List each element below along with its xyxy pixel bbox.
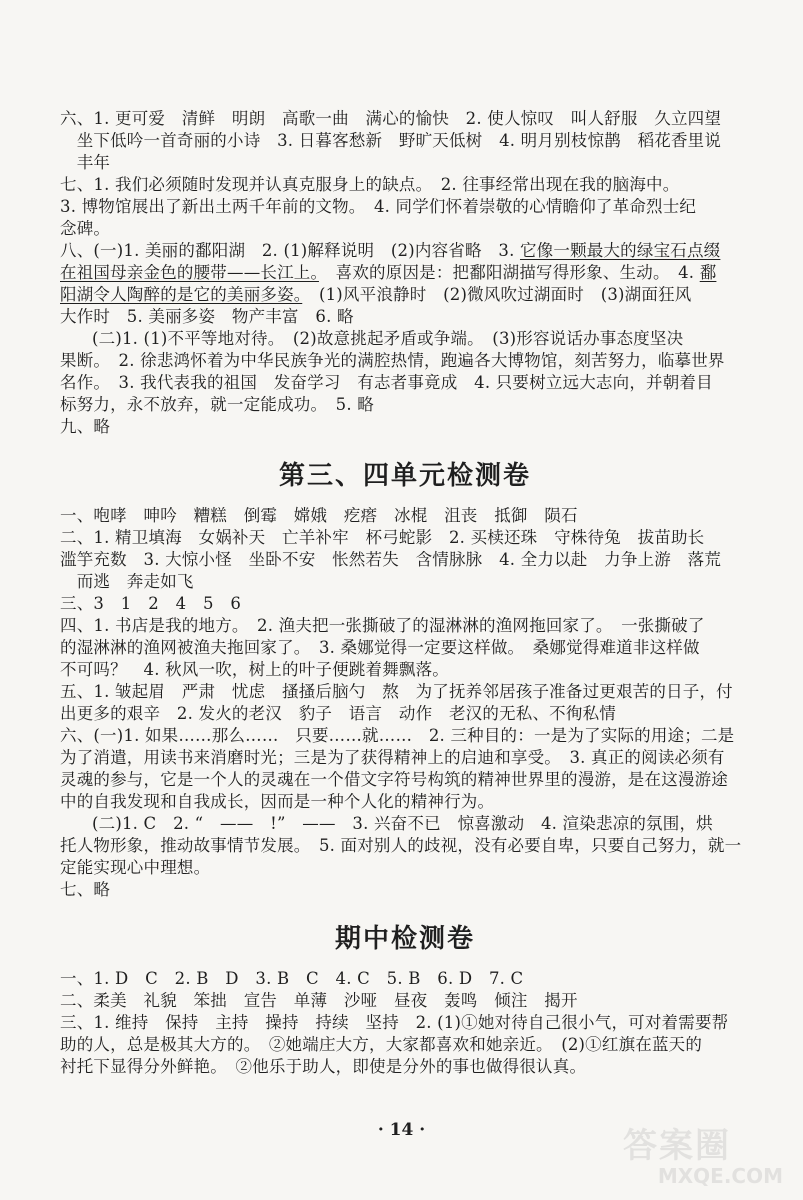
text-line: 名作。 3. 我代表我的祖国 发奋学习 有志者事竟成 4. 只要树立远大志向，并朝着目 — [60, 373, 713, 392]
text-line: 不可吗？ 4. 秋风一吹，树上的叶子便跳着舞飘落。 — [60, 660, 449, 679]
text-line: 灵魂的参与，它是一个人的灵魂在一个借文字符号构筑的精神世界里的漫游，是在这漫游途 — [60, 770, 728, 789]
text-line: 滥竽充数 3. 大惊小怪 坐卧不安 怅然若失 含情脉脉 4. 全力以赴 力争上游 落荒 — [60, 550, 722, 569]
text-line: 二、柔美 礼貌 笨拙 宣告 单薄 沙哑 昼夜 轰鸣 倾注 揭开 — [60, 991, 578, 1010]
text-line — [60, 284, 750, 306]
text-line: 三、3 1 2 4 5 6 — [60, 594, 242, 613]
section-answers-part2 — [60, 108, 750, 438]
text-line — [60, 262, 750, 284]
watermark — [583, 1118, 783, 1188]
section-title: 第三、四单元检测卷 — [278, 461, 531, 491]
text-line: (二)1. C 2. “ —— !” —— 3. 兴奋不已 惊喜激动 4. 渲染悲凉的氛围，烘 — [92, 814, 713, 833]
text-line: 助的人，总是极其大方的。 ②她端庄大方，大家都喜欢和她亲近。 (2)①红旗在蓝天的 — [60, 1035, 703, 1054]
text-line: 丰年 — [60, 153, 111, 172]
text-line: 七、1. 我们必须随时发现并认真克服身上的缺点。 2. 往事经常出现在我的脑海中。 — [60, 175, 680, 194]
text-line: 大作时 5. 美丽多姿 物产丰富 6. 略 — [60, 307, 354, 326]
text-line: 坐下低吟一首奇丽的小诗 3. 日暮客愁新 野旷天低树 4. 明月别枝惊鹊 稻花香里说 — [60, 131, 722, 150]
section-title: 期中检测卷 — [334, 924, 475, 954]
page-number: · 14 · — [377, 1120, 426, 1140]
text-line: 一、1. D C 2. B D 3. B C 4. C 5. B 6. D 7. C — [60, 969, 524, 988]
text-line: 而逃 奔走如飞 — [60, 572, 194, 591]
underlined-text: 它像一颗最大的绿宝石点缀 — [519, 241, 721, 260]
text-line: 出更多的艰辛 2. 发火的老汉 豹子 语言 动作 老汉的无私、不徇私情 — [60, 704, 616, 723]
underlined-text: 阳湖令人陶醉的是它的美丽多姿。 — [60, 285, 303, 304]
text-line: 3. 博物馆展出了新出土两千年前的文物。 4. 同学们怀着崇敬的心情瞻仰了革命烈士纪 — [60, 197, 697, 216]
answer-page — [60, 108, 750, 1078]
text-run: 喜欢的原因是：把鄱阳湖描写得形象、生动。 4. — [318, 263, 700, 282]
text-line: 六、1. 更可爱 清鲜 明朗 高歌一曲 满心的愉快 2. 使人惊叹 叫人舒服 久立四望 — [60, 109, 722, 128]
text-line: 中的自我发现和自我成长，因而是一种个人化的精神行为。 — [60, 792, 495, 811]
text-line: 衬托下显得分外鲜艳。 ②他乐于助人，即使是分外的事也做得很认真。 — [60, 1057, 587, 1076]
underlined-text: 在祖国母亲金色的腰带——长江上。 — [60, 263, 319, 282]
text-run: 八、(一)1. 美丽的鄱阳湖 2. (1)解释说明 (2)内容省略 3. — [60, 241, 520, 260]
text-line: 七、略 — [60, 880, 111, 899]
text-line: 三、1. 维持 保持 主持 操持 持续 坚持 2. (1)①她对待自己很小气，可对着需要帮 — [60, 1013, 729, 1032]
underlined-text: 鄱 — [699, 263, 717, 282]
text-line: 为了消遣，用读书来消磨时光；三是为了获得精神上的启迪和享受。 3. 真正的阅读必须有 — [60, 748, 725, 767]
text-line: 的湿淋淋的渔网被渔夫拖回家了。 3. 桑娜觉得一定要这样做。 桑娜觉得难道非这样做 — [60, 638, 700, 657]
section-answers-unit3-4 — [60, 505, 750, 901]
section-answers-midterm — [60, 968, 750, 1078]
watermark-logo: 答案圈 — [623, 1126, 731, 1166]
text-line: 托人物形象，推动故事情节发展。 5. 面对别人的歧视，没有必要自卑，只要自己努力，就一 — [60, 836, 742, 855]
text-line: 九、略 — [60, 417, 111, 436]
text-line: 四、1. 书店是我的地方。 2. 渔夫把一张撕破了的湿淋淋的渔网拖回家了。 一张撕破了 — [60, 616, 705, 635]
text-line: 定能实现心中理想。 — [60, 858, 211, 877]
text-run: (1)风平浪静时 (2)微风吹过湖面时 (3)湖面狂风 — [302, 285, 692, 304]
text-line: (二)1. (1)不平等地对待。 (2)故意挑起矛盾或争端。 (3)形容说话办事态度坚决 — [92, 329, 684, 348]
text-line: 五、1. 皱起眉 严肃 忧虑 搔搔后脑勺 熬 为了抚养邻居孩子准备过更艰苦的日子，付 — [60, 682, 733, 701]
text-line: 一、咆哮 呻吟 糟糕 倒霉 嫦娥 疙瘩 冰棍 沮丧 抵御 陨石 — [60, 506, 578, 525]
text-line — [60, 240, 750, 262]
text-line: 二、1. 精卫填海 女娲补天 亡羊补牢 杯弓蛇影 2. 买椟还珠 守株待兔 拔苗助长 — [60, 528, 705, 547]
text-line: 六、(一)1. 如果……那么…… 只要……就…… 2. 三种目的：一是为了实际的用途；二是 — [60, 726, 735, 745]
text-line: 标努力，永不放弃，就一定能成功。 5. 略 — [60, 395, 374, 414]
watermark-url: MXQE.COM — [657, 1164, 783, 1188]
text-line: 念碑。 — [60, 219, 111, 238]
text-line: 果断。 2. 徐悲鸿怀着为中华民族争光的满腔热情，跑遍各大博物馆，刻苦努力，临摹世界 — [60, 351, 725, 370]
